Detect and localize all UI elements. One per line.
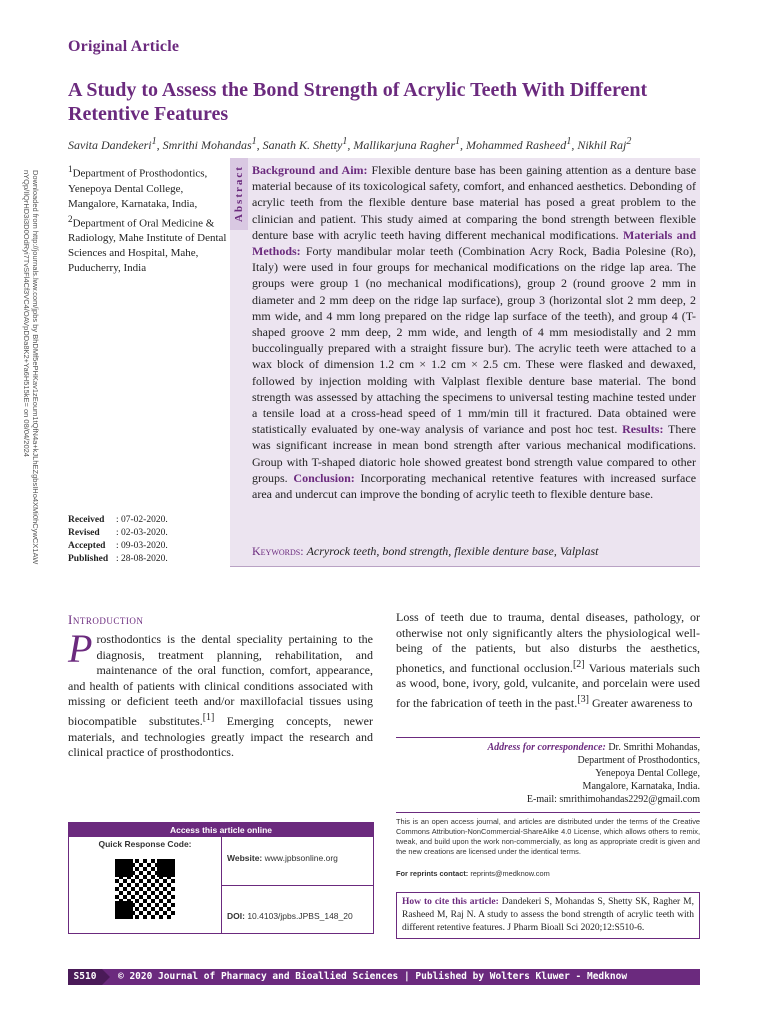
citation-box [396,892,700,939]
correspondence-block [396,741,700,806]
doi-link[interactable]: 10.4103/jpbs.JPBS_148_20 [247,911,353,921]
date-value: : 02-03-2020. [116,528,168,538]
keywords-label: Keywords: [252,544,304,558]
page-arrow-icon [102,969,110,985]
affiliation-2: Department of Oral Medicine & Radiology, Mahe Institute of Dental Sciences and Hospital, Mahe, Puducherry, India [68,217,227,275]
intro-text-b: Emerging concepts, newer materials, and technologies greatly impact the research and clinical practice of prosthodontics. [68,713,373,760]
keywords [252,544,696,559]
date-row [68,527,168,540]
author-name: Savita Dandekeri [68,138,152,152]
author-sup: 1 [251,136,257,147]
footer-text: © 2020 Journal of Pharmacy and Bioallied Sciences | Published by Wolters Kluwer - Medknow [118,971,628,982]
affil-sup: 1 [68,164,73,174]
abstract-conclusion-text: Incorporating mechanical retentive features with increased surface area and undercut can improve the bonding of acrylic teeth to flexible denture base. [252,470,697,502]
reprints-email[interactable]: reprints@medknow.com [470,869,550,878]
abstract-methods-label: Materials and Methods: [252,227,696,259]
intro-column-2 [396,610,700,712]
author-sup: 1 [151,136,157,147]
download-watermark: Downloaded from http://journals.lww.com/jpbs by BhDMf5ePHKav1zEoum1tQfN4a+kJLhEZgbsIHo4XMi0hCywCX1AW nYQp/IlQrHD3i3D0OdRyi7TvSFl4Cf3VC4/OAVpDDa8K2+Ya6H515kE= on 08/04/2024 [22,170,40,565]
citation-label: How to cite this article: [402,897,499,907]
date-key: Received [68,515,105,525]
date-row [68,514,168,527]
reprints-label: For reprints contact: [396,869,469,878]
reprints [396,869,700,879]
intro-paragraph-1 [68,626,373,761]
citation-ref: [2] [572,658,585,670]
website [227,853,338,863]
abstract-results-label: Results: [622,422,664,437]
date-key: Accepted [68,541,106,551]
affiliation-1: Department of Prosthodontics, Yenepoya Dental College, Mangalore, Karnataka, India, [68,167,208,210]
section-label: Original Article [68,38,180,55]
dates-table [68,514,168,566]
intro-heading: Introduction [68,612,144,627]
correspondence-line: Department of Prosthodontics, [577,755,700,766]
abstract-methods-text: Forty mandibular molar teeth (Combination Acry Rock, Badia Polesine (Ro), Italy) were used in four groups for mechanical modifications on the ridge lap area. The groups were group 1 (no mechanical modifications), group 2 (round groove 2 mm in diameter and 2 mm deep on the ridge lap surface), group 3 (horizontal slot 2 mm deep, 2 mm wide, and 4 mm long prepared on the ridge lap surface of the teeth), and group 4 (T-shaped groove 2 mm deep, 2 mm wide, and length of 4 mm mesiodistally and 2 mm buccolingually prepared with a straight fissure bur). The acrylic teeth were attached to a wax block of dimension 1.2 cm × 1.2 cm × 2.5 cm. These were flasked and dewaxed, followed by injection molding with Valplast flexible denture base material. The bond strength was assessed by attaching the specimens to universal testing machine tested under a tensile load at a cross-head speed of 1 mm/min till it fractured. Data obtained were statistically evaluated by one-way analysis of variance and post hoc test. [252,244,696,437]
page-number: S510 [68,969,102,985]
affil-sup: 2 [68,213,73,224]
citation-text: Dandekeri S, Mohandas S, Shetty SK, Ragher M, Rasheed M, Raj N. A study to assess the bond strength of acrylic teeth with different retentive features. J Pharm Bioall Sci 2020;12:S510-6. [402,897,695,933]
author-name: Nikhil Raj [577,138,627,152]
keywords-text: Acryrock teeth, bond strength, flexible denture base, Valplast [306,544,599,558]
abstract-background-label: Background and Aim: [252,163,368,177]
author-name: Mohammed Rasheed [466,138,567,152]
correspondence-line: Yenepoya Dental College, [595,768,700,779]
access-divider [222,885,373,886]
col2-text-c: Greater awareness to [588,695,693,710]
author-sup: 1 [566,136,572,147]
qr-panel [69,837,222,933]
date-row [68,540,168,553]
author-sup: 1 [455,136,460,147]
author-list: Savita Dandekeri$^1$, Smrithi Mohandas$^1$, Sanath K. Shetty$^1$, Mallikarjuna Ragher$^1$, Mohammed Rasheed$^1$, Nikhil Raj$^2$ [68,136,632,152]
doi [227,911,353,921]
abstract-vertical-label: Abstract [230,158,248,230]
correspondence-label: Address for correspondence: [487,742,606,753]
intro-text-a: rosthodontics is the dental speciality pertaining to the diagnosis, treatment planning, rehabilitation, and maintenance of the oral function, comfort, appearance, and health of patients with clinical conditions associated with missing or deficient teeth and/or maxillofacial tissues using biocompatible substitutes. [68,632,373,728]
author-sup: 2 [626,136,632,147]
date-value: : 28-08-2020. [116,554,168,564]
qr-code-icon[interactable] [115,859,175,919]
qr-label: Quick Response Code: [98,839,192,849]
doi-label: DOI: [227,911,245,921]
date-value: : 09-03-2020. [116,541,168,551]
date-value: : 07-02-2020. [116,515,168,525]
correspondence-email[interactable]: E-mail: smrithimohandas2292@gmail.com [526,794,700,805]
citation-ref: [1] [202,711,215,723]
col2-text-a: Loss of teeth due to trauma, dental diseases, pathology, or otherwise not only significantly alters the physiological well-being of the patients, but also disturbs the aesthetics, phonetics, and functional occlusion. [396,610,700,675]
author-name: Smrithi Mohandas [162,138,252,152]
date-key: Revised [68,528,100,538]
abstract-text [252,162,696,502]
correspondence-line: Mangalore, Karnataka, India. [582,781,700,792]
correspondence-divider [396,737,700,738]
col2-text-b: Various materials such as wood, bone, ivory, gold, vulcanite, and porcelain were used for the fabrication of teeth in the past. [396,660,701,710]
author-sup: 1 [342,136,348,147]
website-link[interactable]: www.jpbsonline.org [264,853,338,863]
drop-cap: P [68,626,93,671]
citation-ref: [3] [577,693,589,705]
license-text: This is an open access journal, and articles are distributed under the terms of the Creative Commons Attribution-NonCommercial-ShareAlike 4.0 License, which allows others to remix, tweak, and build upon the work non-commercially, as long as appropriate credit is given and the new creations are licensed under the identical terms. [396,817,700,856]
access-heading: Access this article online [69,823,373,837]
abstract-background-text: Flexible denture base has been gaining attention as a denture base material because of its toxicological safety, comfort, and enhanced aesthetics. Debonding of acrylic teeth from the flexible denture base material has posed a great problem to the clinician and patient. This study aimed at comparing the bond strength between flexible denture base with acrylic teeth having different mechanical modifications. [252,163,697,242]
correspondence-name: Dr. Smrithi Mohandas, [608,742,700,753]
article-title: A Study to Assess the Bond Strength of Acrylic Teeth With Different Retentive Features [68,79,648,125]
website-label: Website: [227,853,263,863]
date-key: Published [68,554,109,564]
author-name: Mallikarjuna Ragher [353,138,455,152]
license-divider [396,812,700,813]
abstract-conclusion-label: Conclusion: [293,470,355,485]
author-name: Sanath K. Shetty [262,138,343,152]
affiliations [68,162,233,276]
footer-bar [68,969,700,985]
abstract-results-text: There was significant increase in mean bond strength after various mechanical modifications. Group with T-shaped diatoric hole showed greatest bond strength value compared to other groups. [252,422,696,485]
date-row [68,553,168,566]
access-box [68,822,374,934]
